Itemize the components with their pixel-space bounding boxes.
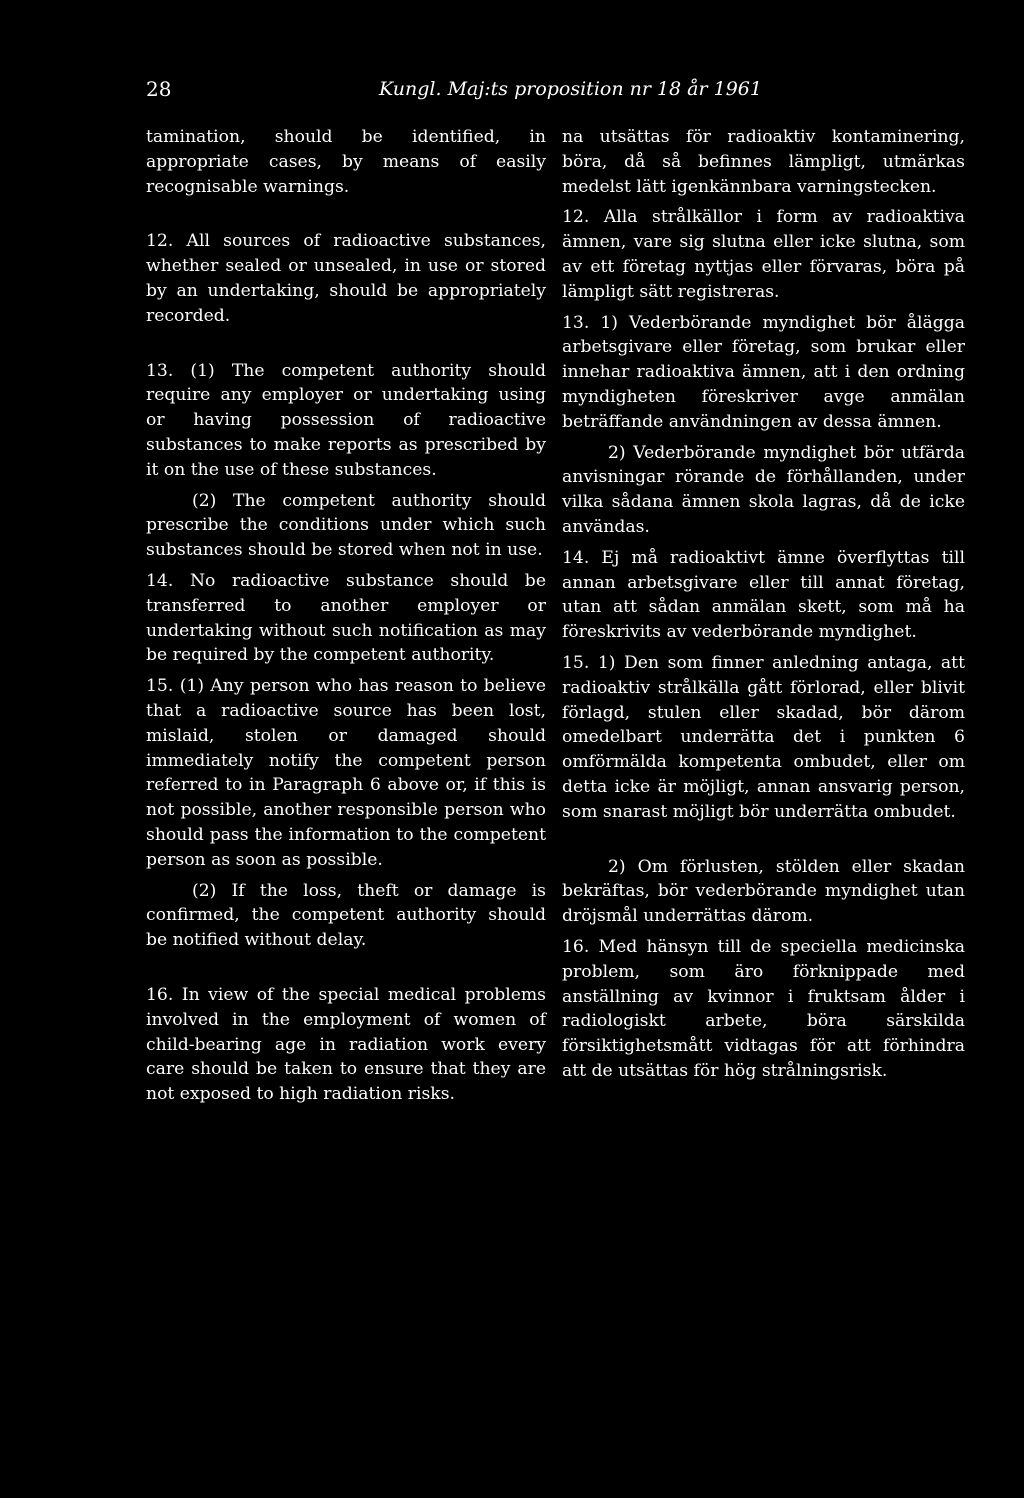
en-paragraph-15-2: (2) If the loss, theft or damage is confirmed, the competent authority should be notified without delay. — [146, 880, 546, 951]
sv-paragraph-continuation: na utsättas för radioaktiv kontaminering, böra, då så befinnes lämpligt, utmärkas medelst lätt igenkännbara varningstecken. — [562, 127, 965, 197]
page-header — [146, 72, 762, 106]
sv-paragraph-13-2: 2) Vederbörande myndighet bör utfärda anvisningar rörande de förhållanden, under vilka sådana ämnen skola lagras, då de icke användas. — [562, 442, 965, 537]
en-paragraph-14: 14. No radioactive substance should be transferred to another employer or undertaking without such notification as may be required by the competent authority. — [146, 570, 546, 666]
en-paragraph-15-1: 15. (1) Any person who has reason to believe that a radioactive source has been lost, mislaid, stolen or damaged should immediately notify the competent person referred to in Paragraph 6 above or, if this is not possible, another responsible person who should pass the information to the competent person as soon as possible. — [146, 676, 546, 870]
sv-paragraph-12: 12. Alla strålkällor i form av radioaktiva ämnen, vare sig slutna eller icke slutna, som av ett företag nyttjas eller förvaras, böra på lämpligt sätt registreras. — [562, 207, 965, 302]
en-paragraph-13-2: (2) The competent authority should prescribe the conditions under which such substances should be stored when not in use. — [146, 490, 546, 561]
sv-paragraph-14: 14. Ej må radioaktivt ämne överflyttas till annan arbetsgivare eller till annat företag, utan att sådan anmälan skett, som må ha föreskrivits av vederbörande myndighet. — [562, 547, 965, 643]
swedish-column — [562, 125, 965, 1084]
sv-paragraph-15-2: 2) Om förlusten, stölden eller skadan bekräftas, bör vederbörande myndighet utan dröjsmål underrättas därom. — [562, 856, 965, 927]
en-paragraph-16: 16. In view of the special medical problems involved in the employment of women of child-bearing age in radiation work every care should be taken to ensure that they are not exposed to high radiation risks. — [146, 984, 546, 1105]
en-paragraph-13-1: 13. (1) The competent authority should require any employer or undertaking using or having possession of radioactive substances to make reports as prescribed by it on the use of these substances. — [146, 360, 546, 480]
en-paragraph-12: 12. All sources of radioactive substances, whether sealed or unsealed, in use or stored by an undertaking, should be appropriately recorded. — [146, 231, 546, 326]
running-title: Kungl. Maj:ts proposition nr 18 år 1961 — [379, 78, 762, 100]
english-column — [146, 125, 546, 1107]
sv-paragraph-15-1: 15. 1) Den som finner anledning antaga, att radioaktiv strålkälla gått förlorad, eller blivit förlagd, stulen eller skadad, bör därom omedelbart underrätta det i punkten 6 omförmälda kompetenta ombudet, eller om detta icke är möjligt, annan ansvarig person, som snarast möjligt bör underrätta ombudet. — [562, 652, 965, 822]
page-number: 28 — [146, 77, 172, 101]
sv-paragraph-13-1: 13. 1) Vederbörande myndighet bör ålägga arbetsgivare eller företag, som brukar eller innehar radioaktiva ämnen, att i den ordning myndigheten föreskriver avge anmälan beträffande användningen av dessa ämnen. — [562, 312, 965, 432]
en-paragraph-continuation: tamination, should be identified, in appropriate cases, by means of easily recognisable warnings. — [146, 127, 546, 197]
sv-paragraph-16: 16. Med hänsyn till de speciella medicinska problem, som äro förknippade med anställning av kvinnor i fruktsam ålder i radiologiskt arbete, böra särskilda försiktighetsmått vidtagas för att förhindra att de utsättas för hög strålningsrisk. — [562, 936, 965, 1081]
